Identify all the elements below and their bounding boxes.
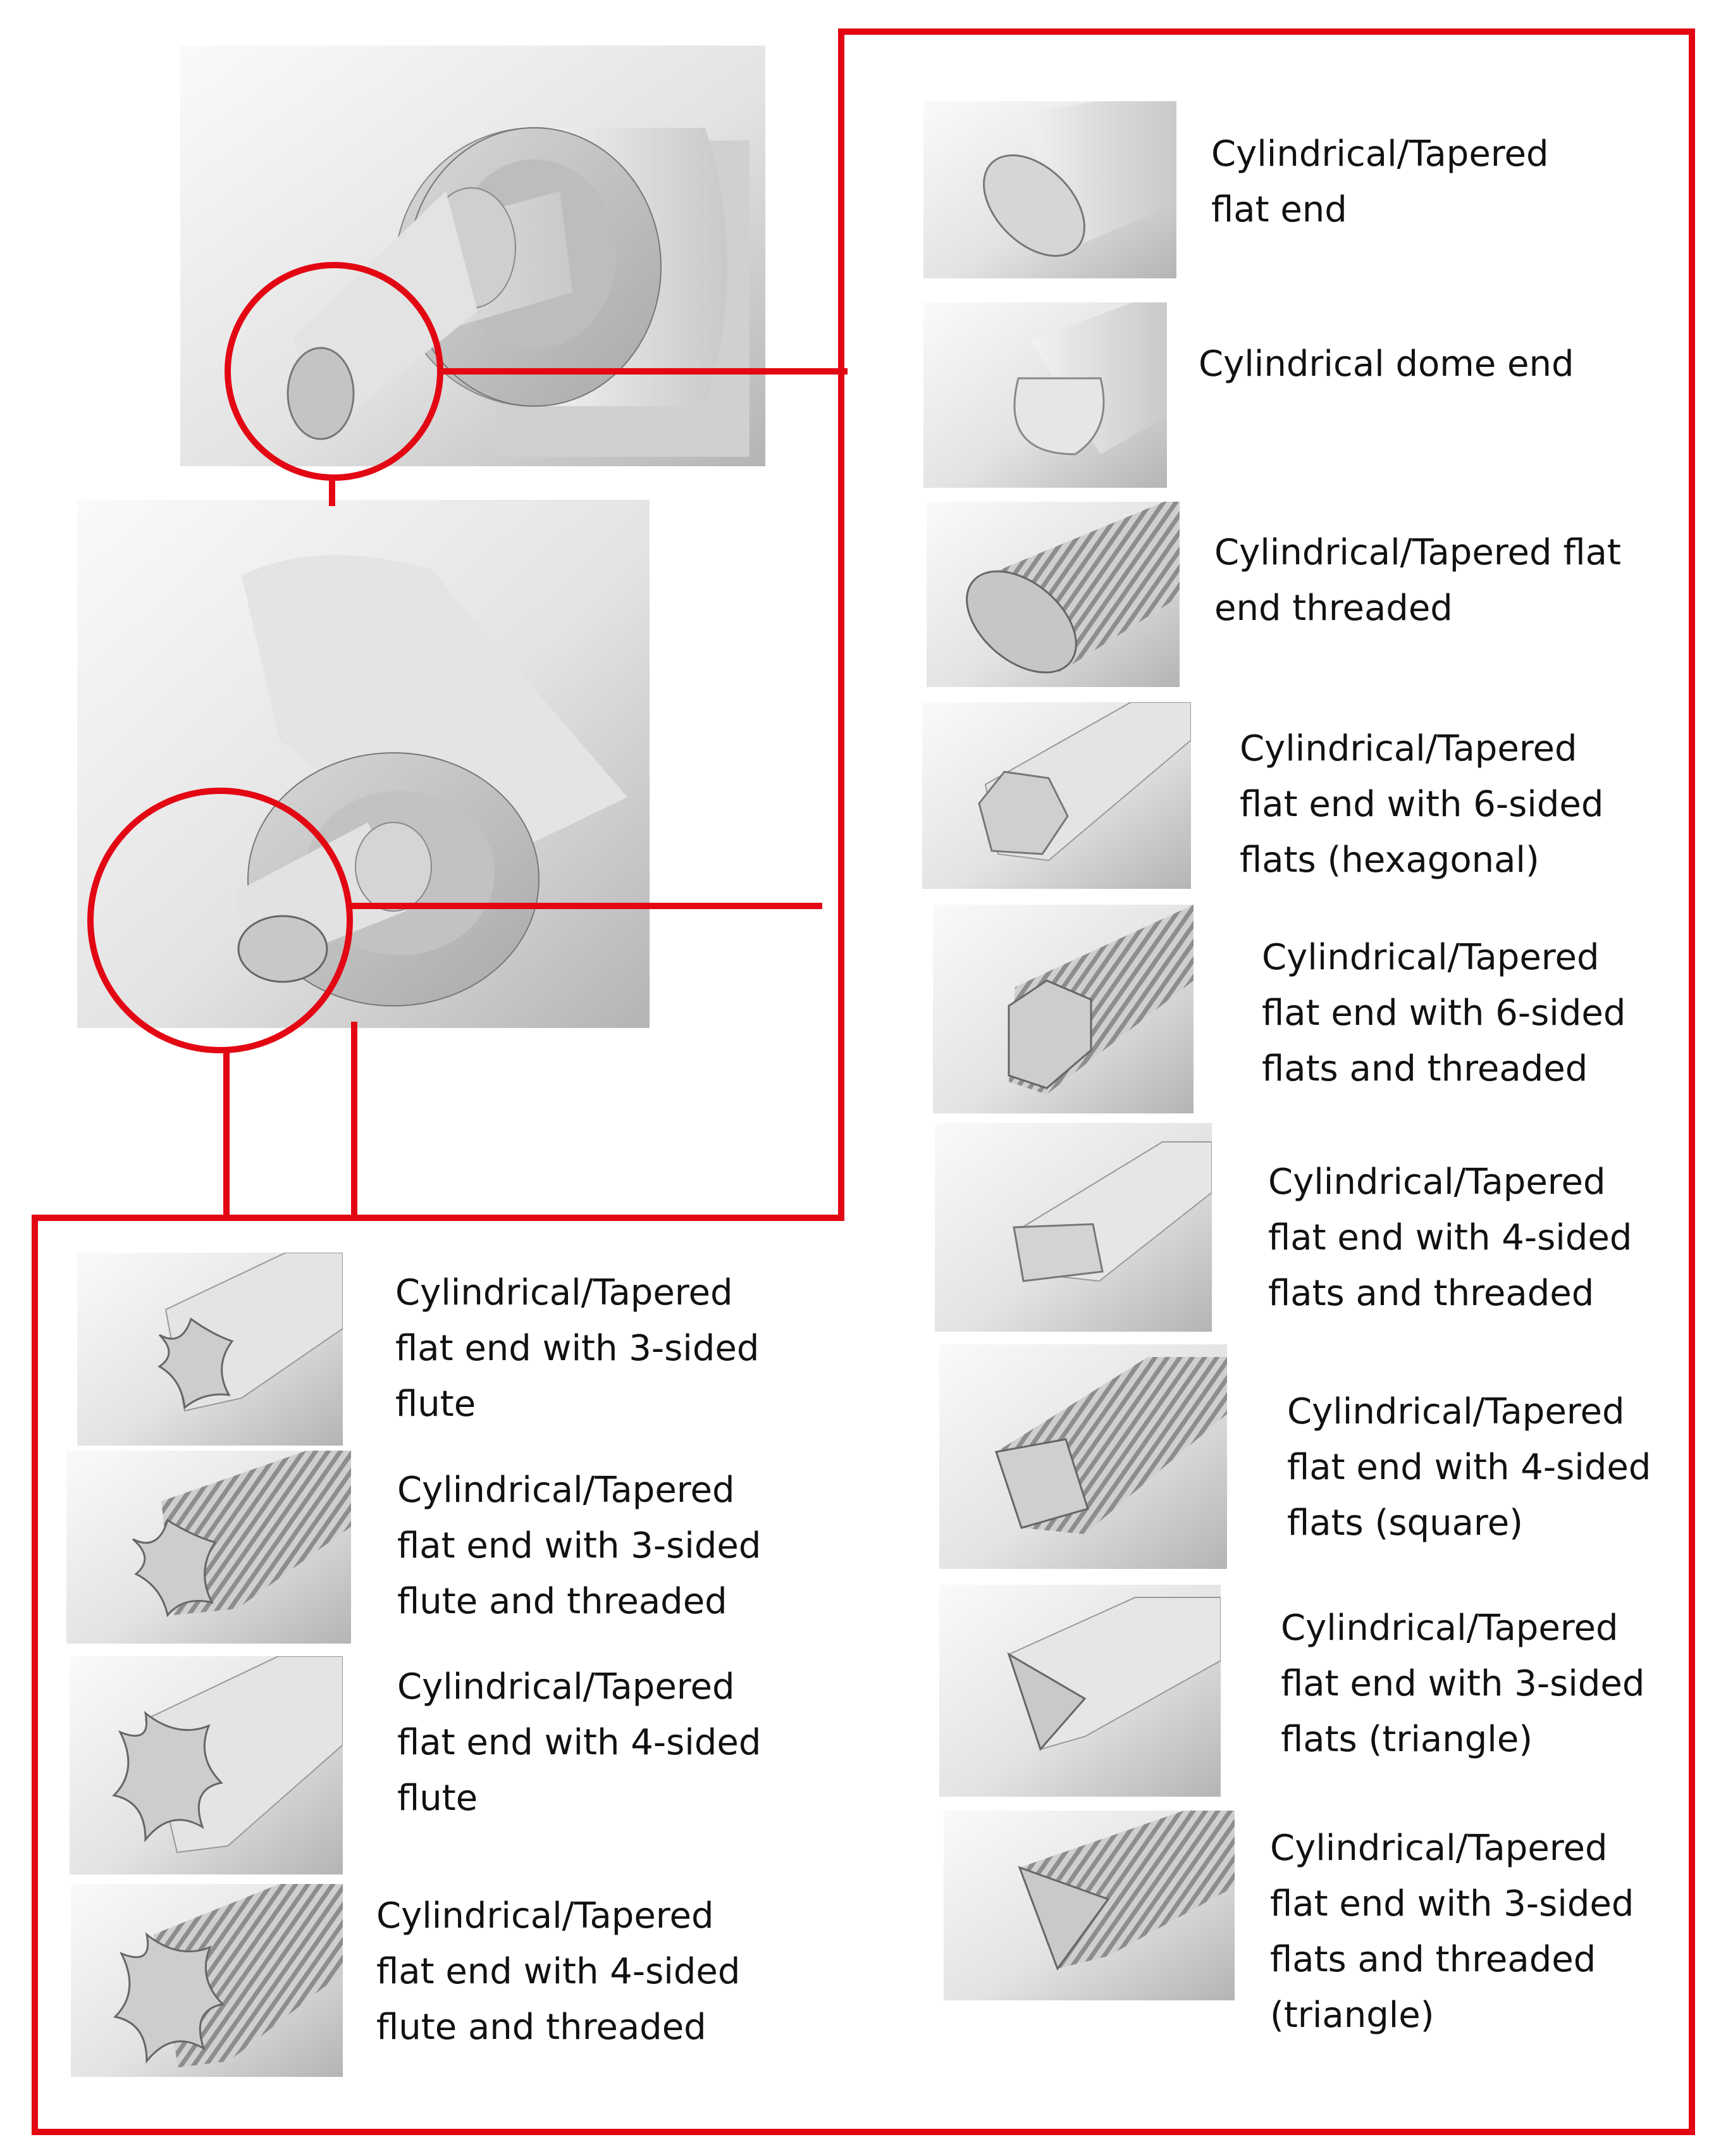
- label-four-flute-end: Cylindrical/Tapered flat end with 4-sided flute: [397, 1666, 762, 1819]
- label-triangle-end: Cylindrical/Tapered flat end with 3-sided flats (triangle): [1281, 1608, 1645, 1760]
- hexagonal-threaded-end-icon: [933, 905, 1194, 1113]
- threaded-end-icon: [927, 502, 1180, 687]
- label-dome-end: Cylindrical dome end: [1199, 344, 1574, 385]
- thumb-threaded-end: [927, 502, 1180, 687]
- four-flute-threaded-end-icon: [71, 1884, 343, 2077]
- triangle-threaded-end-icon: [944, 1811, 1235, 2000]
- thumb-dome-end: [923, 302, 1167, 488]
- dome-end-icon: [923, 302, 1167, 488]
- label-three-flute-end: Cylindrical/Tapered flat end with 3-sided flute: [395, 1272, 760, 1425]
- square-threaded-end-icon: [935, 1123, 1212, 1332]
- label-flat-end: Cylindrical/Tapered flat end: [1211, 133, 1549, 230]
- flat-end-icon: [923, 101, 1176, 278]
- label-hexagonal-end: Cylindrical/Tapered flat end with 6-sided flats (hexagonal): [1240, 728, 1604, 881]
- label-triangle-threaded-end: Cylindrical/Tapered flat end with 3-sided flats and threaded (triangle): [1270, 1828, 1634, 2036]
- stepped-shaft-cylindrical-view: [77, 500, 650, 1028]
- stepped-shaft-icon: [77, 500, 650, 1028]
- stepped-shaft-icon: [180, 46, 765, 466]
- thumb-triangle-threaded-end: [944, 1811, 1235, 2000]
- label-hexagonal-threaded-end: Cylindrical/Tapered flat end with 6-sided flats and threaded: [1262, 937, 1626, 1089]
- thumb-flat-end: [923, 101, 1176, 278]
- thumb-three-flute-threaded-end: [66, 1451, 351, 1644]
- thumb-four-flute-end: [70, 1656, 343, 1874]
- label-four-flute-threaded-end: Cylindrical/Tapered flat end with 4-sided flute and threaded: [376, 1895, 741, 2048]
- thumb-four-flute-threaded-end: [71, 1884, 343, 2077]
- label-threaded-end: Cylindrical/Tapered flat end threaded: [1214, 532, 1621, 629]
- three-flute-threaded-end-icon: [66, 1451, 351, 1644]
- triangle-end-icon: [939, 1585, 1221, 1797]
- label-three-flute-threaded-end: Cylindrical/Tapered flat end with 3-sided flute and threaded: [397, 1470, 762, 1622]
- hexagonal-end-icon: [922, 702, 1191, 889]
- thumb-square-threaded-end: [935, 1123, 1212, 1332]
- thumb-square-end: [939, 1344, 1227, 1569]
- label-square-end: Cylindrical/Tapered flat end with 4-sided flats (square): [1287, 1391, 1651, 1544]
- three-flute-end-icon: [77, 1253, 343, 1446]
- stepped-shaft-tapered-view: [180, 46, 765, 466]
- four-flute-end-icon: [70, 1656, 343, 1874]
- thumb-hexagonal-threaded-end: [933, 905, 1194, 1113]
- square-end-icon: [939, 1344, 1227, 1569]
- label-square-threaded-end: Cylindrical/Tapered flat end with 4-sided flats and threaded: [1268, 1162, 1632, 1314]
- thumb-hexagonal-end: [922, 702, 1191, 889]
- thumb-triangle-end: [939, 1585, 1221, 1797]
- thumb-three-flute-end: [77, 1253, 343, 1446]
